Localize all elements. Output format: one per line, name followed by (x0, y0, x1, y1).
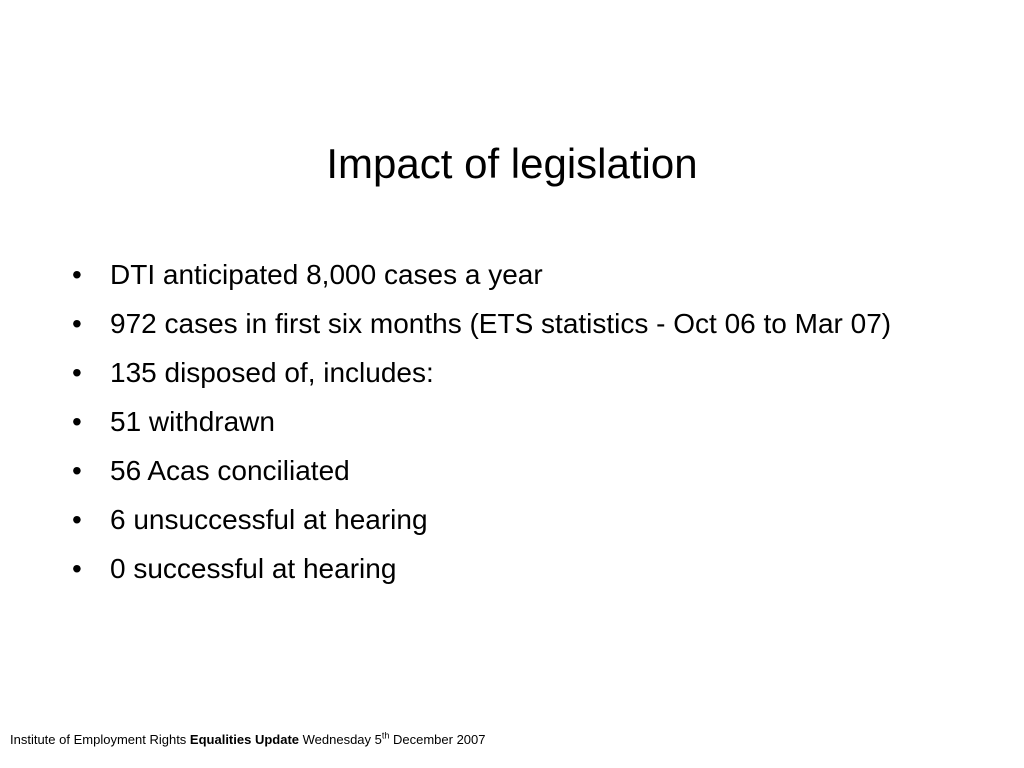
bullet-item (72, 451, 971, 491)
footer-organisation: Institute of Employment Rights (10, 732, 190, 747)
bullet-item (72, 255, 971, 295)
slide-footer (10, 731, 486, 749)
bullet-icon: • (72, 455, 82, 486)
footer-day: Wednesday 5 (299, 732, 382, 747)
bullet-icon: • (72, 308, 82, 339)
bullet-text: DTI anticipated 8,000 cases a year (110, 259, 543, 290)
bullet-icon: • (72, 259, 82, 290)
bullet-icon: • (72, 357, 82, 388)
bullet-item (72, 402, 971, 442)
bullet-text: 51 withdrawn (110, 406, 275, 437)
bullet-text: 135 disposed of, includes: (110, 357, 434, 388)
bullet-icon: • (72, 504, 82, 535)
footer-event: Equalities Update (189, 732, 299, 747)
bullet-text: 6 unsuccessful at hearing (110, 504, 428, 535)
bullet-text: 972 cases in first six months (ETS statistics - Oct 06 to Mar 07) (110, 308, 892, 339)
bullet-item (72, 549, 971, 589)
slide-title: Impact of legislation (326, 140, 698, 188)
bullet-item (72, 304, 971, 344)
bullet-icon: • (72, 406, 82, 437)
bullet-text: 0 successful at hearing (110, 553, 397, 584)
bullet-item (72, 353, 971, 393)
footer-ordinal: th (381, 730, 390, 741)
bullet-item (72, 500, 971, 540)
bullet-list (72, 255, 971, 598)
bullet-text: 56 Acas conciliated (110, 455, 350, 486)
bullet-icon: • (72, 553, 82, 584)
footer-date: December 2007 (389, 732, 486, 747)
